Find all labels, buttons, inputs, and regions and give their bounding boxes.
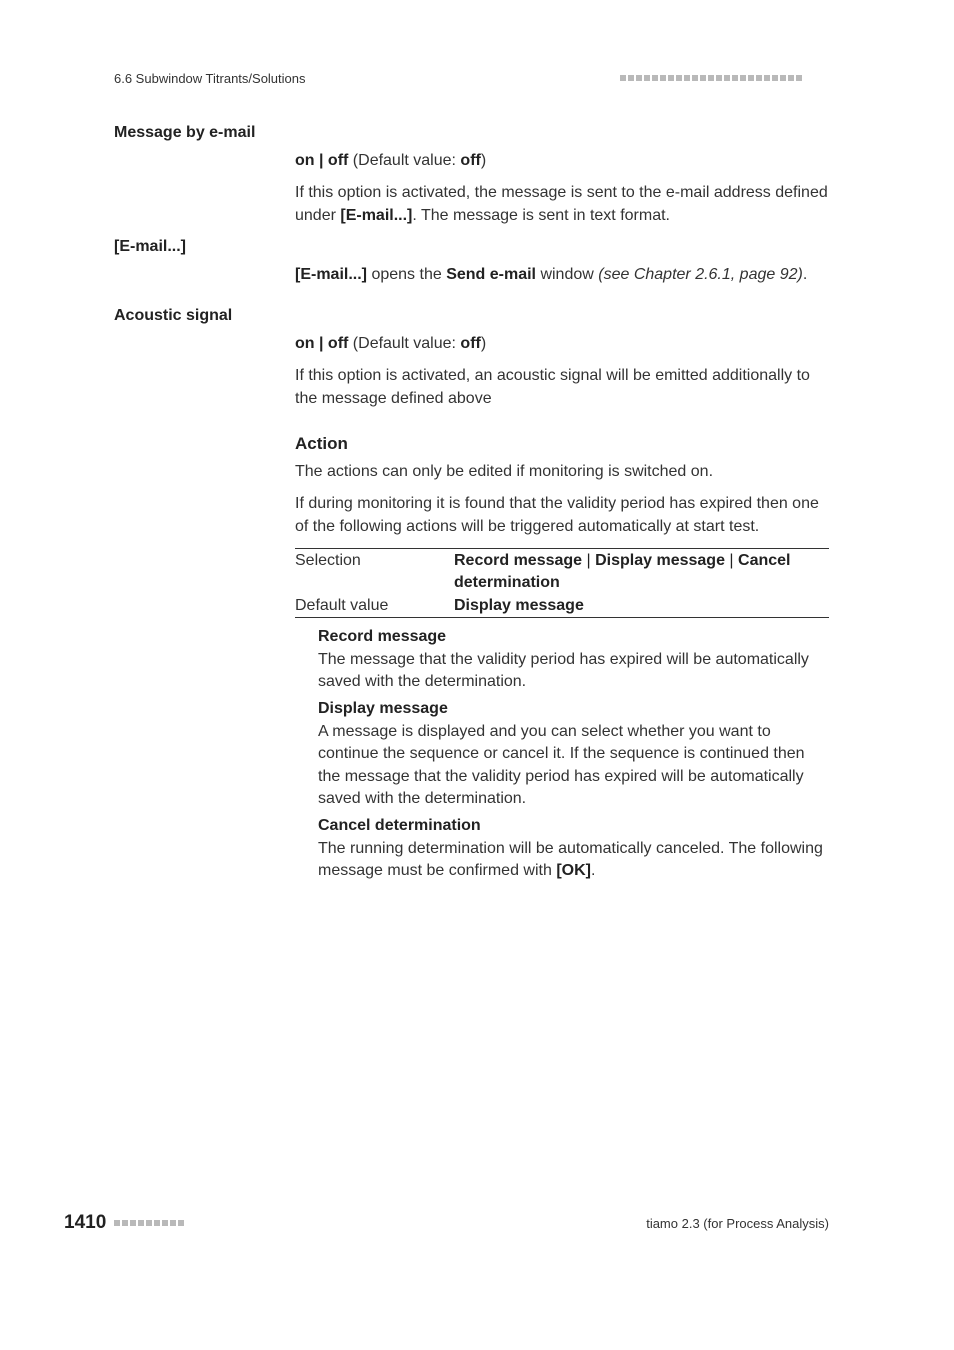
- rule-dot: [716, 75, 722, 81]
- rule-dot: [708, 75, 714, 81]
- rule-dot: [676, 75, 682, 81]
- rule-dot: [668, 75, 674, 81]
- rule-dot: [122, 1220, 128, 1226]
- running-footer-product: tiamo 2.3 (for Process Analysis): [646, 1216, 829, 1231]
- table-row-default: [295, 594, 829, 617]
- rule-dot: [684, 75, 690, 81]
- rule-dot: [724, 75, 730, 81]
- rule-dot: [700, 75, 706, 81]
- rule-dot: [138, 1220, 144, 1226]
- rule-dot: [620, 75, 626, 81]
- rule-dot: [740, 75, 746, 81]
- rule-dot: [130, 1220, 136, 1226]
- option-cancel-determination: Cancel determination The running determination will be automatically canceled. The following message must be confirmed with [OK].: [318, 817, 823, 879]
- table-row-selection: [295, 549, 829, 594]
- rule-dot: [788, 75, 794, 81]
- header-dot-rule: [620, 75, 802, 81]
- rule-dot: [652, 75, 658, 81]
- rule-dot: [644, 75, 650, 81]
- page-number: 1410: [64, 1212, 107, 1233]
- rule-dot: [660, 75, 666, 81]
- option-display-message: Display message A message is displayed and you can select whether you want to continue the sequence or cancel it. If the sequence is continued then the message that the validity period has expired will be automatically saved with the determination.: [318, 700, 805, 807]
- action-parameter-table: [295, 548, 829, 618]
- action-heading: Action: [295, 434, 348, 453]
- email-values: on | off (Default value: off): [295, 152, 487, 169]
- footer-dot-rule: [114, 1220, 184, 1226]
- rule-dot: [796, 75, 802, 81]
- rule-dot: [154, 1220, 160, 1226]
- term-email-button: [E-mail...]: [114, 238, 187, 255]
- rule-dot: [170, 1220, 176, 1226]
- rule-dot: [146, 1220, 152, 1226]
- email-description: If this option is activated, the message is sent to the e-mail address defined under [E-mail...]. The message is sent in text format.: [295, 184, 828, 224]
- rule-dot: [748, 75, 754, 81]
- term-message-by-email: Message by e-mail: [114, 124, 256, 141]
- rule-dot: [732, 75, 738, 81]
- selection-values: Record message | Display message | Cancel determination: [454, 552, 791, 591]
- running-header-section: 6.6 Subwindow Titrants/Solutions: [114, 71, 306, 86]
- rule-dot: [628, 75, 634, 81]
- term-acoustic-signal: Acoustic signal: [114, 307, 233, 324]
- rule-dot: [162, 1220, 168, 1226]
- acoustic-values: on | off (Default value: off): [295, 335, 487, 352]
- acoustic-description: If this option is activated, an acoustic signal will be emitted additionally to the message defined above: [295, 367, 810, 407]
- chapter-reference: (see Chapter 2.6.1, page 92): [598, 266, 803, 283]
- rule-dot: [178, 1220, 184, 1226]
- email-button-description: [E-mail...] opens the Send e-mail window (see Chapter 2.6.1, page 92).: [295, 266, 808, 283]
- rule-dot: [780, 75, 786, 81]
- default-label: Default value: [295, 597, 389, 614]
- selection-label: Selection: [295, 552, 361, 569]
- rule-dot: [756, 75, 762, 81]
- option-record-message: Record message The message that the validity period has expired will be automatically saved with the determination.: [318, 628, 809, 690]
- default-value: Display message: [454, 597, 584, 614]
- rule-dot: [114, 1220, 120, 1226]
- rule-dot: [692, 75, 698, 81]
- action-paragraph-1: The actions can only be edited if monitoring is switched on.: [295, 463, 714, 480]
- rule-dot: [772, 75, 778, 81]
- rule-dot: [636, 75, 642, 81]
- rule-dot: [764, 75, 770, 81]
- action-paragraph-2: If during monitoring it is found that the validity period has expired then one of the following actions will be triggered automatically at start test.: [295, 495, 819, 535]
